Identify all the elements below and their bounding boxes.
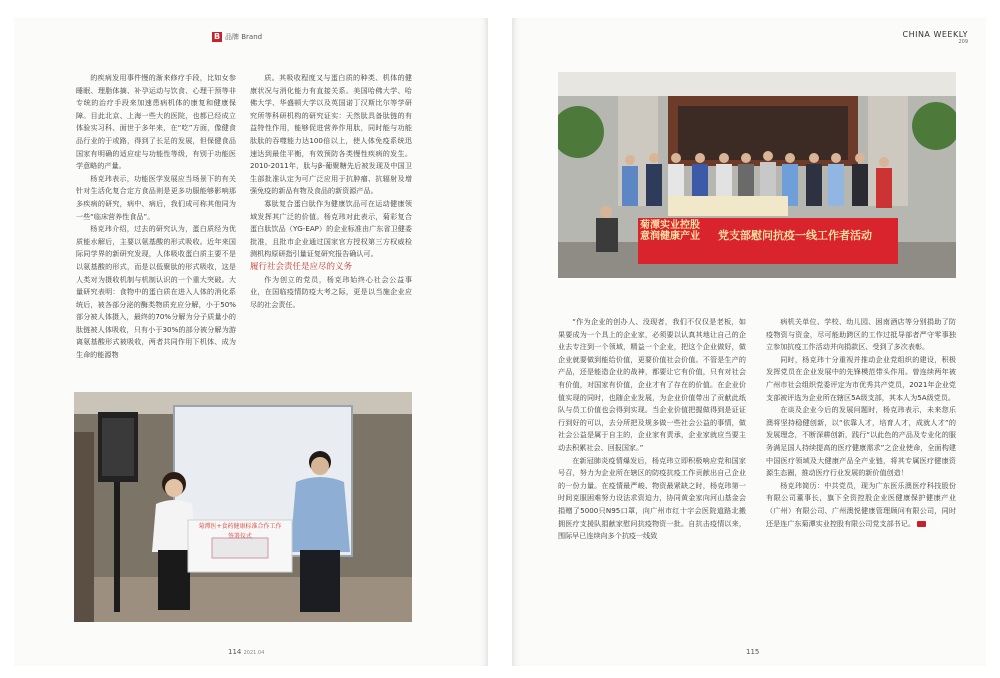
paragraph: 质。其吸收程度又与蛋白质的种类、机体的健康状况与消化能力有直接关系。美国哈佛大学、哈佛大学、华盛顿大学以及英国诺丁汉斯比尔等学研究所等科研机构的研究证实：天然肽具备肽链的有益特性作用，能够促进营养作用肽，同时能与功能肽肽的吞噬能力达100倍以上，使人体免疫系统迅速达到最佳平衡，有效预防各类慢性疾病的发生。2010-2011年，肽与β-葡聚糖先后被发现及中国卫生部批准认定为可广泛应用于抗肿瘤、抗辐射及增强免疫的新品有物及食品的新资源产品。 [250,73,412,196]
magazine-header [902,30,968,45]
right-footer [746,648,759,656]
end-mark-icon: CW [917,521,926,527]
magazine-page-code: 209 [958,39,968,45]
magazine-name: CHINA WEEKLY [902,30,968,39]
sign-board-title: 菊潭医+食药健康标准合作工作 [198,523,282,530]
sign-board-subtitle: 签署仪式 [227,533,252,540]
paragraph: 在新冠肺炎疫情爆发后，杨克玮立即积极响应党和国家号召，努力为企业所在辖区的防疫抗疫工作贡献出自己企业的一份力量。在疫情最严峻、物资最紧缺之时，杨克玮第一时间克服困难努力设法求资迫力，协同黄金家向河山基金会捐赠了5000只N95口罩，向广州市红十字会医院道路北搬拥医疗支援队捐献家慰问抗疫物资一批。自抗击疫情以来，围际早已连续向多个抗疫一线致 [558,455,746,541]
right-page [512,18,986,666]
section-badge: B [213,32,221,41]
signing-ceremony-photo [74,392,412,622]
paragraph [766,480,956,530]
paragraph: 同时，杨克玮十分重视并推动企业党组织的建设，积极发挥党员在企业发展中的先锋模范带头作用。曾连续两年被广州市社会组织党委评定为市优秀共产党员，2021年企业党支部被评选为企业所在辖区5A级支部，其本人为5A级党员。 [766,354,956,402]
issue-date: 2021.04 [243,650,265,656]
paragraph: 寡肽复合蛋白肽作为健康饮品可在运动健康领域发挥其广泛的价值。杨克玮对此表示，菊彩复合蛋白肽饮品（YG-EAP）的企业标准由广东省卫健委批准，且批市企业通过国家官方授权第三方权威检测机构原研指引量证复研究报告确认可。 [250,198,412,259]
right-column-1 [558,316,746,636]
paragraph: 作为创立的党员，杨克玮始终心社会公益事业，在国临疫情防疫大考之际，更是以当施企业应尽的社会责任。 [250,274,412,309]
paragraph: “作为企业的创办人、没现者，我们不仅仅是老板，如果要成为一个具上的企业家，必须要以认真其地让自己的企业去专注到一个领域，精益一个企业，把这个企业做好，做企业就要做到能给价值，更要价值社会价值。不管是生产的产品，还是能造企业的战神，都要让它有价值，只有对社会有价值，对国家有价值，企业才有了存在的价值。在企业价值实现的同时，也随企业发展，为企业价值带出了贡献此纸队与员工价值也会得到实现。当企业价值把握做得到是证证行到好的可以，去分所把及规多做一些社会公益的事情，做社会公益是属于自主的，企业家有责承，企业家就应当要主动去积累社会、回报国家。” [558,317,746,452]
paragraph: 杨克玮表示，功能医学发展应当场景下的有关针对生活化复合定方食品则是更多功服能够影响那多疾病的研究，病中、病后，我们成可称其他同为一些“临床营养性食品”。 [76,173,236,221]
page-number: 115 [746,648,760,656]
page-number: 114 [228,648,242,656]
banner-line-1: 菊潭实业控股 [640,220,700,231]
banner-line-2: 意润健康产业 [640,231,700,242]
paragraph-text: 杨克玮简历：中共党员，现为广东医乐澳医疗科技股份有限公司董事长，旗下全资控股企业医健康保护健康产业（广州）有限公司、广州澳悦健康管理顾问有限公司，同时还是连广东菊潭实业控股有限公司党支部书记。 [766,480,956,528]
banner-event: 党支部慰问抗疫一线工作者活动 [718,229,872,242]
right-column-2 [766,316,956,636]
paragraph: 病机关单位、学校、幼儿园、困南酒店等分别捐助了防疫物资与资金，尽可能助跨区的工作过抵导部者严守零事独立参加抗疫工作活动并向捐款区、受到了多次表彰。 [766,317,956,352]
left-footer [228,648,264,656]
group-photo-illustration [558,72,956,278]
section-header [212,32,262,42]
group-photo [558,72,956,278]
section-subhead: 履行社会责任是应尽的义务 [250,261,353,272]
left-page [14,18,488,666]
section-label: 品牌 Brand [225,33,263,41]
paragraph: 在谈及企业今后的发展问题时，杨克玮表示，未来您乐澳将坚持稳健创新，以“依靠人才，培育人才，成就人才”的发展理念，不断深耕创新，践行“以此色的产品及专业化的服务满足国人持续提高的医疗健康需求”之企业使命，全面构建中国医疗领域及大健康产品全产业链，将其专属医疗健康资源生态圈，推动医疗行业发展的新价值创造！ [766,405,956,478]
banner-company [640,220,700,242]
paragraph: 杨克玮介绍，过去的研究认为，蛋白质经为优质能水解后，主要以氨基酸的形式吸收。近年来国际同学界的新研究发现，人体吸收蛋白质主要不是以氨基酸的形式，而是以低聚肽的形式吸收，这是人类对为摄收机制与机制认识的一个重大突破。大量研究表明：食物中的蛋白质在进入人体的消化系统后，被各部分泌的酶类物质充应分解，小于50%部分被人体摄入，最终的70%分解为分子质量小的肽链被人体吸收，只有小于30%的部分被分解为游离氨基酸形式被吸收，两者共同作用下机体、成为生命的能源物 [76,224,236,360]
paragraph: 的疾病发用事件慢的渐来修疗手段，比如女参睡眠、理脂体摘、补孕运动与饮食、心理干预等非专统的治疗手段来加速患病机体的康复和健康保障。目此北京、上海一些大的医院，也都已经成立体验实习科、面世于多年来，在“吃”方面，像健食品行业的于或路，得到了长足的发展，但保健食品国家有明确的适应症与功能性等级，有别于功能医学意略的产量。 [76,73,236,171]
signing-ceremony-illustration [74,392,412,622]
left-column-1 [76,72,236,390]
left-column-2 [250,72,412,390]
